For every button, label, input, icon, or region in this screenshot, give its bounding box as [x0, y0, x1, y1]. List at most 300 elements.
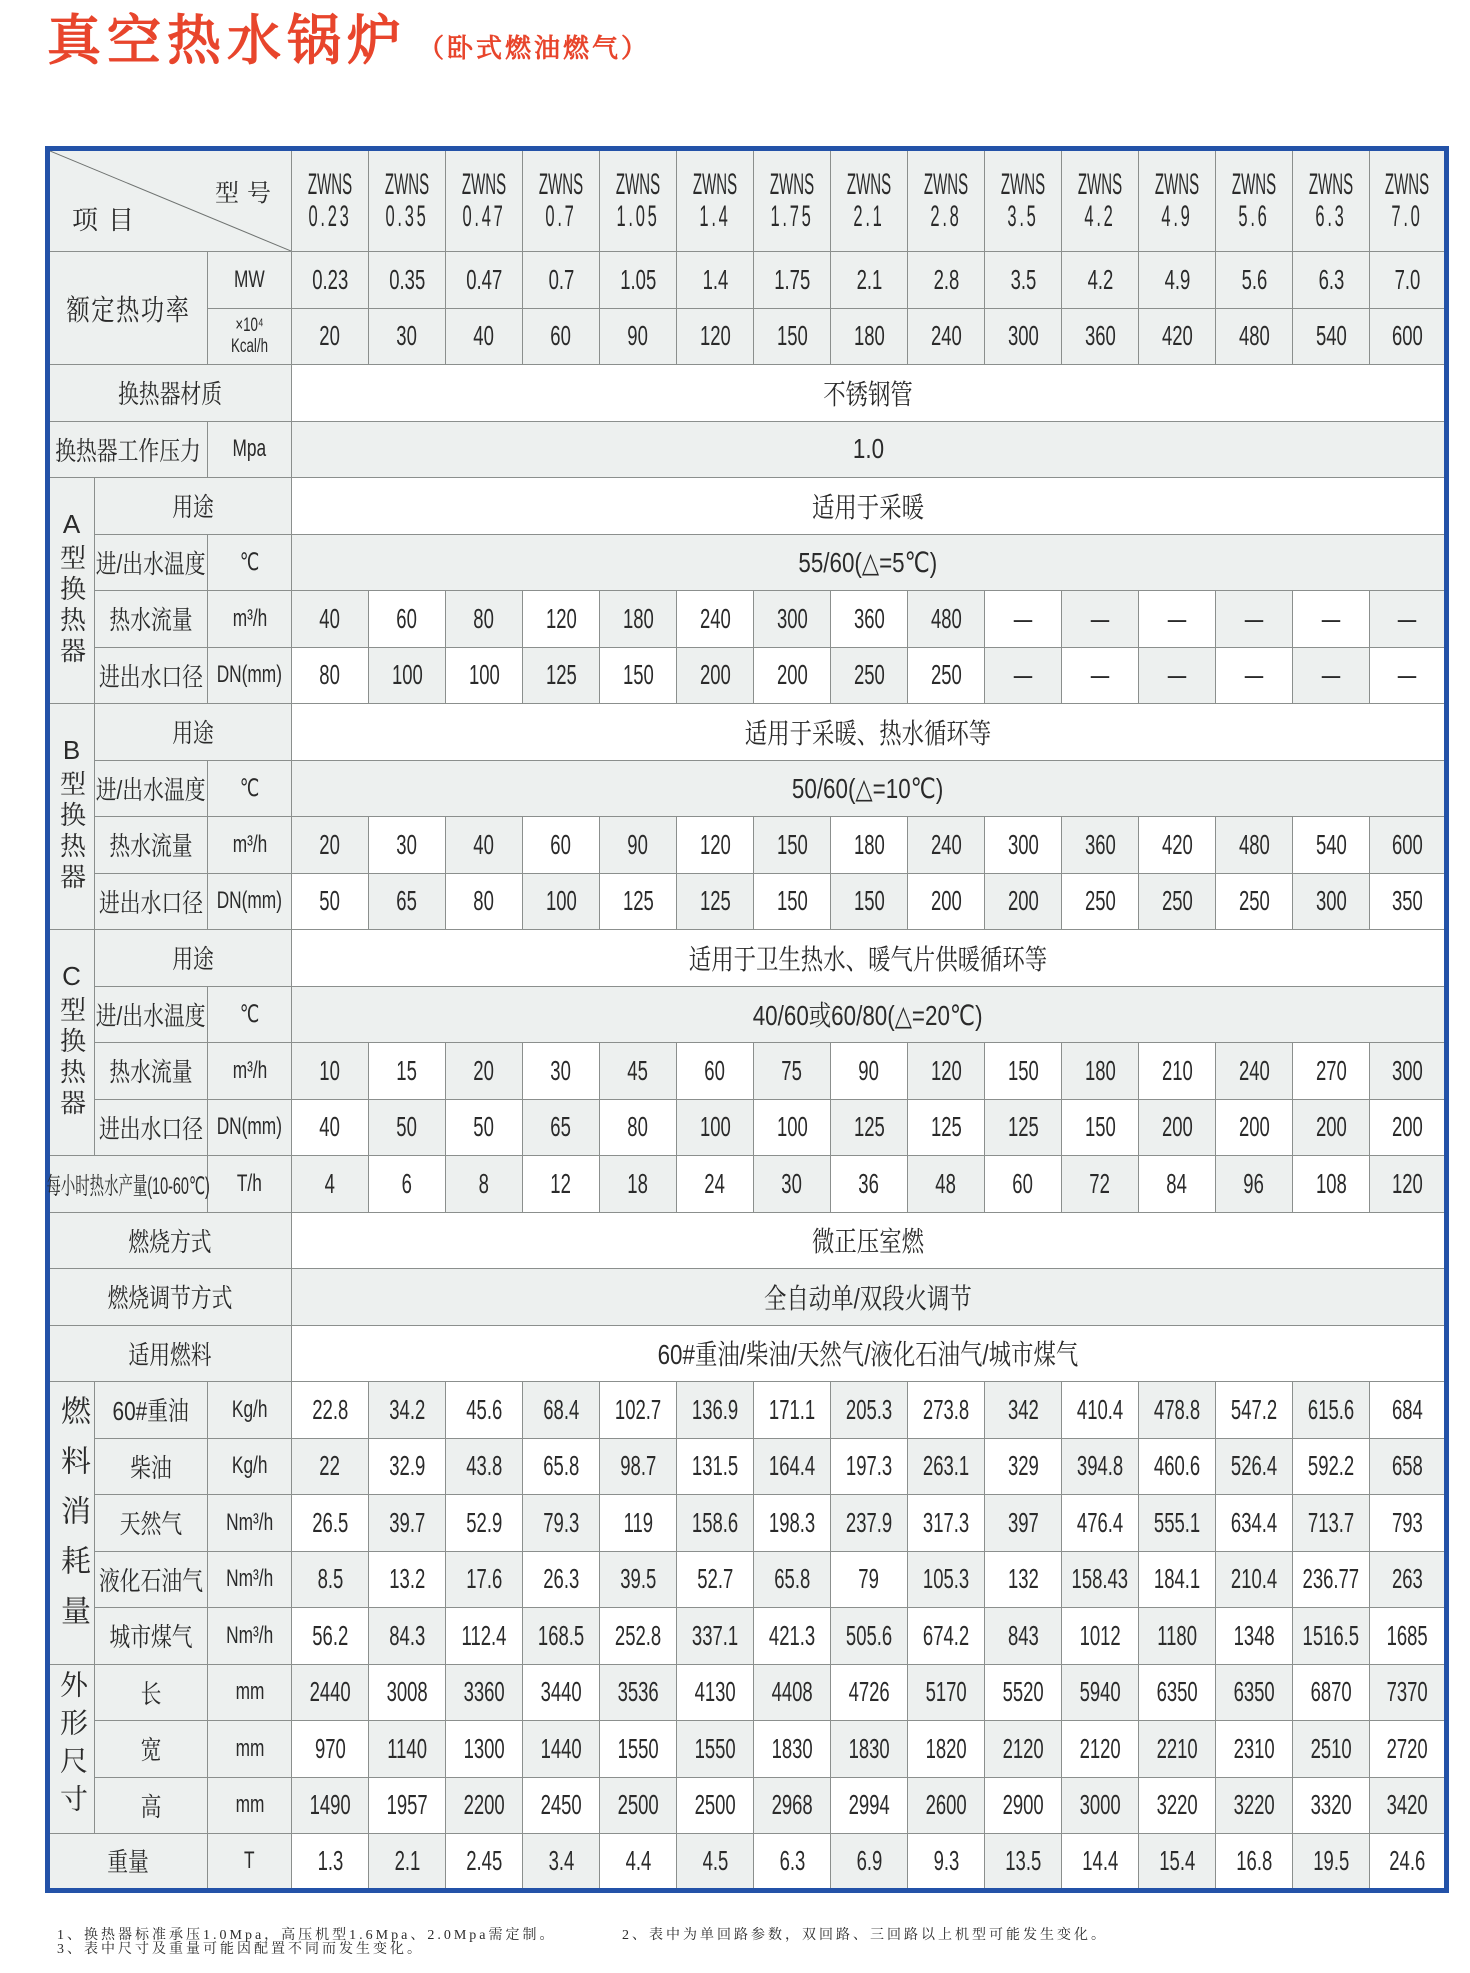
exchanger-pressure-value: [292, 421, 1447, 478]
pipe-diameter-label-text: 进出水口径: [98, 1113, 203, 1144]
value-cell-text: 2600: [925, 1789, 967, 1821]
usage-value: [292, 704, 1447, 761]
value-cell-text: 547.2: [1230, 1393, 1278, 1425]
value-cell-text: 80: [473, 602, 495, 634]
unit-line-2: Kcal/h: [231, 336, 268, 358]
value-cell: [908, 873, 985, 930]
temperature-label-text: 进/出水温度: [96, 774, 206, 805]
value-cell-text: 658: [1391, 1450, 1423, 1482]
value-cell: [1293, 1551, 1370, 1608]
exchanger-c-temperature-row: [48, 986, 1447, 1043]
value-cell-text: 3.4: [548, 1844, 574, 1876]
footnote-2: 2、表中为单回路参数，双回路、三回路以上机型可能发生变化。: [622, 1928, 1108, 1943]
value-cell: [600, 308, 677, 365]
value-cell: [754, 817, 831, 874]
value-cell-text: 3000: [1079, 1789, 1121, 1821]
value-cell-text: 615.6: [1307, 1393, 1355, 1425]
value-cell: [1216, 1438, 1293, 1495]
value-cell: [1062, 1438, 1139, 1495]
fuel-type-label-text: 60#重油: [112, 1396, 190, 1427]
value-cell-text: 2450: [540, 1789, 582, 1821]
value-cell-text: 1830: [848, 1732, 890, 1764]
value-cell: [1139, 1721, 1216, 1778]
hourly-output-label-text: 每小时热水产量(10-60℃): [46, 1173, 211, 1201]
value-cell: [908, 308, 985, 365]
exchanger-a-usage-row: [48, 478, 1447, 535]
value-cell: [292, 1043, 369, 1100]
dimension-row: [48, 1777, 1447, 1834]
value-cell-text: 79.3: [543, 1506, 579, 1538]
value-cell: [600, 1382, 677, 1439]
value-cell-text: 237.9: [845, 1506, 893, 1538]
page-subtitle: （卧式燃油燃气）: [418, 33, 651, 63]
fuel-type-label-text: 柴油: [130, 1452, 172, 1483]
value-cell-text: 2510: [1310, 1732, 1352, 1764]
exchanger-b-flow-row: [48, 817, 1447, 874]
value-cell: [600, 1721, 677, 1778]
usage-label-text: 用途: [172, 492, 214, 523]
value-cell-text: 317.3: [922, 1506, 970, 1538]
value-cell: [292, 1777, 369, 1834]
value-cell: [1062, 1099, 1139, 1156]
model-code: 4.2: [1084, 200, 1116, 233]
flow-label: [95, 817, 208, 874]
value-cell-text: 100: [776, 1111, 808, 1143]
unit-cell-text: DN(mm): [216, 661, 283, 689]
exchanger-pressure-row: [48, 421, 1447, 478]
value-cell-text: 105.3: [922, 1563, 970, 1595]
value-cell: [1139, 1608, 1216, 1665]
pipe-diameter-label: [95, 647, 208, 704]
value-cell-text: 65.8: [774, 1563, 810, 1595]
value-cell-text: 80: [319, 659, 341, 691]
value-cell: [908, 1382, 985, 1439]
model-code: 0.23: [308, 200, 352, 233]
value-cell-text: 150: [776, 885, 808, 917]
value-cell: [1062, 1721, 1139, 1778]
value-cell-text: 250: [1238, 885, 1270, 917]
unit-cell: [208, 308, 292, 365]
value-cell: [600, 1099, 677, 1156]
value-cell-text: 6.9: [856, 1844, 882, 1876]
value-cell: [292, 1608, 369, 1665]
value-cell-text: —: [1090, 659, 1110, 691]
value-cell-text: 1.75: [774, 263, 810, 295]
value-cell: [600, 1495, 677, 1552]
value-cell: [1370, 252, 1447, 309]
value-cell-text: 120: [699, 320, 731, 352]
value-cell: [600, 817, 677, 874]
value-cell-text: 120: [930, 1054, 962, 1086]
value-cell: [1139, 252, 1216, 309]
model-code: 6.3: [1315, 200, 1347, 233]
value-cell-text: 4.5: [702, 1844, 728, 1876]
value-cell: [1139, 1495, 1216, 1552]
value-cell: [1216, 1777, 1293, 1834]
value-cell-text: 1516.5: [1302, 1619, 1360, 1651]
value-cell-text: 2210: [1156, 1732, 1198, 1764]
value-cell: [677, 591, 754, 648]
model-code: 2.8: [930, 200, 962, 233]
value-cell: [369, 1664, 446, 1721]
value-cell-text: 184.1: [1153, 1563, 1201, 1595]
fuel-type-label: [95, 1551, 208, 1608]
value-cell-text: 476.4: [1076, 1506, 1124, 1538]
value-cell: [985, 1721, 1062, 1778]
exchanger-a-flow-row: [48, 591, 1447, 648]
value-cell-text: 90: [627, 828, 649, 860]
value-cell-text: 100: [699, 1111, 731, 1143]
unit-cell-text: T/h: [237, 1169, 262, 1197]
value-cell: [523, 1156, 600, 1213]
exchanger-pressure-value-text: 1.0: [852, 433, 884, 465]
value-cell: [754, 1382, 831, 1439]
value-cell: [1370, 1664, 1447, 1721]
usage-label: [95, 704, 292, 761]
value-cell: [831, 1382, 908, 1439]
value-cell: [985, 1099, 1062, 1156]
value-cell-text: 240: [930, 320, 962, 352]
value-cell-text: 39.5: [620, 1563, 656, 1595]
value-cell: [1139, 1777, 1216, 1834]
exchanger-a-group-label: [48, 478, 95, 704]
value-cell: [677, 252, 754, 309]
exchanger-material-value: [292, 365, 1447, 422]
unit-cell: [208, 1777, 292, 1834]
value-cell-text: 250: [1161, 885, 1193, 917]
value-cell: [369, 1156, 446, 1213]
dimension-label-text: 长: [140, 1678, 162, 1709]
value-cell-text: 24.6: [1389, 1844, 1425, 1876]
value-cell-text: 98.7: [620, 1450, 656, 1482]
value-cell-text: 2310: [1233, 1732, 1275, 1764]
temperature-value: [292, 986, 1447, 1043]
value-cell: [1216, 1099, 1293, 1156]
value-cell-text: 3420: [1386, 1789, 1428, 1821]
applicable-fuels-label-text: 适用燃料: [128, 1339, 213, 1370]
value-cell: [446, 1156, 523, 1213]
applicable-fuels-label: [48, 1325, 292, 1382]
value-cell-text: 150: [622, 659, 654, 691]
value-cell: [754, 647, 831, 704]
value-cell: [754, 1608, 831, 1665]
value-cell-text: 150: [853, 885, 885, 917]
value-cell-text: 480: [1238, 828, 1270, 860]
value-cell: [1370, 1382, 1447, 1439]
value-cell-text: —: [1013, 659, 1033, 691]
unit-cell: [208, 1495, 292, 1552]
usage-value-text: 适用于采暖: [811, 491, 924, 523]
value-cell-text: 120: [1391, 1167, 1423, 1199]
usage-value: [292, 478, 1447, 535]
value-cell-text: 125: [930, 1111, 962, 1143]
value-cell: [1370, 1438, 1447, 1495]
value-cell: [908, 252, 985, 309]
value-cell-text: 2994: [848, 1789, 890, 1821]
exchanger-a-group-label-text: A型换热器: [56, 508, 87, 668]
value-cell: [1370, 1495, 1447, 1552]
value-cell: [831, 1551, 908, 1608]
value-cell-text: 4: [324, 1167, 336, 1199]
unit-cell-text: m³/h: [232, 830, 267, 858]
value-cell-text: 4408: [771, 1676, 813, 1708]
value-cell: [985, 1777, 1062, 1834]
value-cell-text: 970: [314, 1732, 346, 1764]
value-cell-text: 20: [473, 1054, 495, 1086]
value-cell-text: 80: [473, 885, 495, 917]
hourly-output-label: [46, 1156, 211, 1213]
fuel-consumption-group-label-text: 燃料消耗量: [56, 1395, 89, 1646]
value-cell-text: 210: [1161, 1054, 1193, 1086]
unit-cell: [208, 1721, 292, 1778]
value-cell: [1293, 1777, 1370, 1834]
value-cell: [369, 591, 446, 648]
dimensions-group-label: [48, 1664, 95, 1834]
model-header-cell: [1370, 149, 1447, 252]
value-cell-text: 263.1: [922, 1450, 970, 1482]
hourly-output-row: [48, 1156, 1447, 1213]
dimension-row: [48, 1721, 1447, 1778]
value-cell: [1216, 252, 1293, 309]
value-cell-text: 200: [1007, 885, 1039, 917]
value-cell-text: 250: [930, 659, 962, 691]
value-cell-text: 329: [1007, 1450, 1039, 1482]
model-prefix: ZWNS: [1154, 168, 1200, 201]
combustion-mode-value: [292, 1212, 1447, 1269]
value-cell: [446, 1551, 523, 1608]
fuel-consumption-row: [48, 1438, 1447, 1495]
model-code: 5.6: [1238, 200, 1270, 233]
value-cell-text: 60: [1012, 1167, 1034, 1199]
value-cell-text: 250: [853, 659, 885, 691]
value-cell-text: 4.4: [625, 1844, 651, 1876]
value-cell: [1062, 1664, 1139, 1721]
value-cell-text: 5940: [1079, 1676, 1121, 1708]
value-cell: [1293, 647, 1370, 704]
value-cell-text: 4130: [694, 1676, 736, 1708]
value-cell-text: 30: [781, 1167, 803, 1199]
flow-label-text: 热水流量: [109, 1057, 193, 1088]
value-cell-text: 65.8: [543, 1450, 579, 1482]
value-cell-text: 13.2: [389, 1563, 425, 1595]
value-cell: [908, 591, 985, 648]
value-cell-text: 45: [627, 1054, 649, 1086]
value-cell-text: 674.2: [922, 1619, 970, 1651]
value-cell-text: 555.1: [1153, 1506, 1201, 1538]
pipe-diameter-label-text: 进出水口径: [98, 661, 203, 692]
value-cell: [1062, 1382, 1139, 1439]
fuel-type-label-text: 天然气: [119, 1509, 183, 1540]
value-cell: [1293, 1721, 1370, 1778]
value-cell-text: 40: [473, 320, 495, 352]
value-cell: [1216, 1608, 1293, 1665]
value-cell: [1062, 873, 1139, 930]
value-cell: [600, 1777, 677, 1834]
model-label: 型号: [215, 180, 279, 207]
dimension-label: [95, 1664, 208, 1721]
value-cell: [292, 252, 369, 309]
value-cell-text: 9.3: [933, 1844, 959, 1876]
value-cell-text: 60: [396, 602, 418, 634]
value-cell-text: 100: [391, 659, 423, 691]
value-cell: [754, 1777, 831, 1834]
value-cell: [754, 1495, 831, 1552]
combustion-mode-label: [48, 1212, 292, 1269]
value-cell: [1139, 1834, 1216, 1891]
value-cell: [446, 873, 523, 930]
value-cell: [600, 873, 677, 930]
weight-row: [48, 1834, 1447, 1891]
exchanger-a-temperature-row: [48, 534, 1447, 591]
value-cell-text: 12: [550, 1167, 572, 1199]
value-cell-text: 4.9: [1164, 263, 1190, 295]
exchanger-pressure-label-text: 换热器工作压力: [55, 435, 202, 466]
unit-cell: [208, 1834, 292, 1891]
value-cell: [446, 1721, 523, 1778]
value-cell: [292, 1382, 369, 1439]
value-cell-text: 1550: [694, 1732, 736, 1764]
value-cell-text: 180: [1084, 1054, 1116, 1086]
value-cell: [446, 1043, 523, 1100]
value-cell: [908, 1099, 985, 1156]
value-cell: [369, 1551, 446, 1608]
value-cell: [1139, 1664, 1216, 1721]
value-cell-text: 6: [401, 1167, 413, 1199]
value-cell-text: 210.4: [1230, 1563, 1278, 1595]
value-cell: [677, 1438, 754, 1495]
dimension-label: [95, 1721, 208, 1778]
value-cell: [1370, 1777, 1447, 1834]
value-cell: [292, 1834, 369, 1891]
value-cell: [523, 1608, 600, 1665]
value-cell: [831, 1721, 908, 1778]
temperature-label: [95, 534, 208, 591]
value-cell: [985, 1156, 1062, 1213]
value-cell-text: 20: [319, 828, 341, 860]
value-cell: [523, 1834, 600, 1891]
dimension-row: [48, 1664, 1447, 1721]
value-cell: [1370, 817, 1447, 874]
value-cell-text: 30: [396, 828, 418, 860]
value-cell-text: —: [1321, 602, 1341, 634]
value-cell: [1293, 1608, 1370, 1665]
value-cell-text: 478.8: [1153, 1393, 1201, 1425]
unit-cell: [208, 1382, 292, 1439]
value-cell: [1139, 1382, 1216, 1439]
value-cell-text: 480: [930, 602, 962, 634]
value-cell-text: 150: [776, 828, 808, 860]
table-body: [48, 252, 1447, 1891]
value-cell: [446, 591, 523, 648]
page-title: 真空热水锅炉: [47, 11, 407, 71]
value-cell-text: 50: [473, 1111, 495, 1143]
value-cell-text: 2120: [1079, 1732, 1121, 1764]
value-cell-text: 2440: [309, 1676, 351, 1708]
value-cell: [1293, 591, 1370, 648]
model-prefix: ZWNS: [307, 168, 353, 201]
value-cell: [831, 1099, 908, 1156]
value-cell: [908, 1156, 985, 1213]
combustion-mode-label-text: 燃烧方式: [128, 1226, 213, 1257]
value-cell-text: 480: [1238, 320, 1270, 352]
value-cell-text: 1.4: [702, 263, 728, 295]
value-cell-text: 158.43: [1071, 1563, 1129, 1595]
value-cell-text: 300: [1007, 320, 1039, 352]
unit-cell: [208, 873, 292, 930]
value-cell: [1370, 1551, 1447, 1608]
model-code: 1.4: [699, 200, 731, 233]
value-cell: [1370, 1043, 1447, 1100]
value-cell-text: 350: [1391, 885, 1423, 917]
value-cell-text: 32.9: [389, 1450, 425, 1482]
value-cell: [985, 1043, 1062, 1100]
value-cell-text: 460.6: [1153, 1450, 1201, 1482]
weight-label: [48, 1834, 208, 1891]
value-cell-text: 40: [473, 828, 495, 860]
value-cell: [446, 817, 523, 874]
value-cell-text: 200: [1161, 1111, 1193, 1143]
value-cell-text: 1440: [540, 1732, 582, 1764]
value-cell-text: 150: [1007, 1054, 1039, 1086]
value-cell: [754, 591, 831, 648]
value-cell: [831, 1834, 908, 1891]
value-cell: [1062, 1551, 1139, 1608]
unit-cell: [208, 986, 292, 1043]
model-prefix: ZWNS: [1231, 168, 1277, 201]
model-prefix: ZWNS: [461, 168, 507, 201]
unit-cell-text: DN(mm): [216, 887, 283, 915]
value-cell: [369, 817, 446, 874]
value-cell: [831, 873, 908, 930]
header-row: [48, 149, 1447, 252]
value-cell: [908, 1495, 985, 1552]
value-cell: [1216, 1156, 1293, 1213]
value-cell-text: 526.4: [1230, 1450, 1278, 1482]
value-cell: [369, 1608, 446, 1665]
value-cell-text: 1550: [617, 1732, 659, 1764]
value-cell-text: 19.5: [1313, 1844, 1349, 1876]
value-cell: [677, 1043, 754, 1100]
value-cell: [754, 1156, 831, 1213]
value-cell-text: 300: [1007, 828, 1039, 860]
value-cell-text: 3536: [617, 1676, 659, 1708]
value-cell: [523, 1721, 600, 1778]
value-cell-text: 200: [1238, 1111, 1270, 1143]
fuel-type-label: [95, 1438, 208, 1495]
value-cell-text: 250: [1084, 885, 1116, 917]
value-cell-text: 420: [1161, 320, 1193, 352]
value-cell: [1216, 308, 1293, 365]
value-cell: [446, 1382, 523, 1439]
value-cell-text: —: [1013, 602, 1033, 634]
pipe-diameter-label-text: 进出水口径: [98, 887, 203, 918]
model-code: 1.75: [770, 200, 814, 233]
value-cell: [1139, 1043, 1216, 1100]
value-cell-text: 5520: [1002, 1676, 1044, 1708]
value-cell-text: 3220: [1233, 1789, 1275, 1821]
value-cell-text: 360: [853, 602, 885, 634]
value-cell-text: 2.45: [466, 1844, 502, 1876]
value-cell-text: 2120: [1002, 1732, 1044, 1764]
value-cell-text: 36: [858, 1167, 880, 1199]
value-cell-text: 180: [622, 602, 654, 634]
value-cell: [1139, 591, 1216, 648]
value-cell: [1293, 1834, 1370, 1891]
value-cell-text: 360: [1084, 320, 1116, 352]
value-cell: [1370, 1156, 1447, 1213]
boiler-spec-table: [45, 146, 1449, 1893]
value-cell: [523, 647, 600, 704]
